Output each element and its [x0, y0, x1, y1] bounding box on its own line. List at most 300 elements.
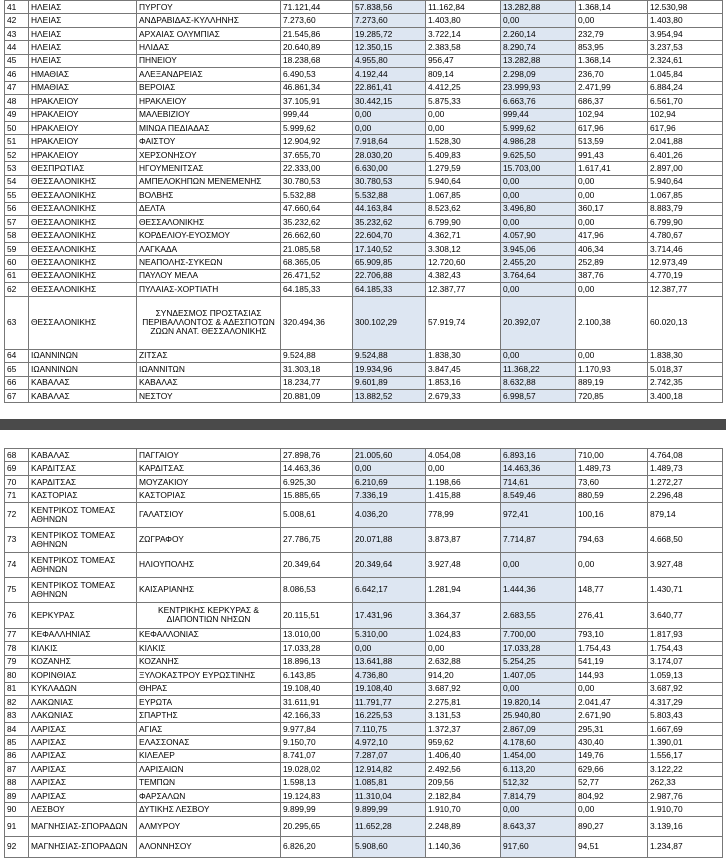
amount-a-cell: 4.192,44 [353, 68, 426, 81]
total-amount-cell: 26.471,52 [281, 269, 353, 282]
table-row [5, 189, 723, 202]
regional-unit-cell: ΗΜΑΘΙΑΣ [29, 81, 137, 94]
total-amount-cell: 19.028,02 [281, 763, 353, 776]
amount-c-cell: 512,32 [501, 776, 576, 789]
amount-total-cell: 12.387,77 [648, 283, 723, 296]
amount-total-cell: 1.403,80 [648, 14, 723, 27]
amount-c-cell: 13.282,88 [501, 54, 576, 67]
municipality-cell: ΚΙΛΚΙΣ [137, 642, 281, 655]
regional-unit-cell: ΗΡΑΚΛΕΙΟΥ [29, 108, 137, 121]
amount-b-cell: 3.131,53 [426, 709, 501, 722]
regional-unit-cell: ΗΜΑΘΙΑΣ [29, 68, 137, 81]
amount-a-cell: 0,00 [353, 121, 426, 134]
row-number-cell: 66 [5, 376, 29, 389]
row-number-cell: 62 [5, 283, 29, 296]
total-amount-cell: 20.295,65 [281, 816, 353, 836]
amount-total-cell: 3.714,46 [648, 242, 723, 255]
regional-unit-cell: ΗΛΕΙΑΣ [29, 1, 137, 14]
row-number-cell: 89 [5, 790, 29, 803]
amount-b-cell: 1.198,66 [426, 475, 501, 488]
amount-a-cell: 57.838,56 [353, 1, 426, 14]
regional-unit-cell: ΛΑΡΙΣΑΣ [29, 722, 137, 735]
municipality-cell: ΑΛΕΞΑΝΔΡΕΙΑΣ [137, 68, 281, 81]
municipality-cell: ΑΛΜΥΡΟΥ [137, 816, 281, 836]
amount-b-cell: 1.279,59 [426, 162, 501, 175]
row-number-cell: 83 [5, 709, 29, 722]
regional-unit-cell: ΗΛΕΙΑΣ [29, 54, 137, 67]
regional-unit-cell: ΘΕΣΣΑΛΟΝΙΚΗΣ [29, 242, 137, 255]
total-amount-cell: 20.640,89 [281, 41, 353, 54]
amount-a-cell: 7.336,19 [353, 489, 426, 502]
total-amount-cell: 31.303,18 [281, 363, 353, 376]
amount-d-cell: 276,41 [576, 602, 648, 628]
amount-a-cell: 5.908,60 [353, 836, 426, 857]
row-number-cell: 49 [5, 108, 29, 121]
amount-b-cell: 5.940,64 [426, 175, 501, 188]
amount-d-cell: 149,76 [576, 749, 648, 762]
amount-c-cell: 0,00 [501, 283, 576, 296]
amount-c-cell: 0,00 [501, 803, 576, 816]
amount-d-cell: 1.489,73 [576, 462, 648, 475]
regional-unit-cell: ΗΡΑΚΛΕΙΟΥ [29, 135, 137, 148]
amount-c-cell: 0,00 [501, 349, 576, 362]
amount-b-cell: 3.308,12 [426, 242, 501, 255]
regional-unit-cell: ΘΕΣΣΑΛΟΝΙΚΗΣ [29, 202, 137, 215]
amount-d-cell: 430,40 [576, 736, 648, 749]
amount-c-cell: 2.298,09 [501, 68, 576, 81]
amount-c-cell: 2.260,14 [501, 27, 576, 40]
regional-unit-cell: ΜΑΓΝΗΣΙΑΣ-ΣΠΟΡΑΔΩΝ [29, 836, 137, 857]
total-amount-cell: 9.977,84 [281, 722, 353, 735]
total-amount-cell: 6.826,20 [281, 836, 353, 857]
amount-b-cell: 1.415,88 [426, 489, 501, 502]
row-number-cell: 87 [5, 763, 29, 776]
amount-a-cell: 5.532,88 [353, 189, 426, 202]
row-number-cell: 47 [5, 81, 29, 94]
municipality-cell: ΝΕΑΠΟΛΗΣ-ΣΥΚΕΩΝ [137, 256, 281, 269]
amount-c-cell: 7.814,79 [501, 790, 576, 803]
table-row [5, 376, 723, 389]
municipality-cell: ΤΕΜΠΩΝ [137, 776, 281, 789]
amount-d-cell: 2.041,47 [576, 695, 648, 708]
amount-b-cell: 1.838,30 [426, 349, 501, 362]
amount-c-cell: 3.945,06 [501, 242, 576, 255]
amount-c-cell: 3.764,64 [501, 269, 576, 282]
allocation-table [4, 448, 723, 858]
table-row [5, 27, 723, 40]
amount-b-cell: 1.372,37 [426, 722, 501, 735]
row-number-cell: 55 [5, 189, 29, 202]
amount-b-cell: 11.162,84 [426, 1, 501, 14]
amount-total-cell: 5.018,37 [648, 363, 723, 376]
amount-b-cell: 778,99 [426, 502, 501, 527]
amount-total-cell: 5.940,64 [648, 175, 723, 188]
total-amount-cell: 9.524,88 [281, 349, 353, 362]
regional-unit-cell: ΛΑΡΙΣΑΣ [29, 763, 137, 776]
row-number-cell: 79 [5, 655, 29, 668]
total-amount-cell: 18.234,77 [281, 376, 353, 389]
table-row [5, 283, 723, 296]
amount-b-cell: 1.403,80 [426, 14, 501, 27]
amount-c-cell: 6.663,76 [501, 95, 576, 108]
table-row [5, 95, 723, 108]
amount-c-cell: 7.700,00 [501, 628, 576, 641]
regional-unit-cell: ΗΛΕΙΑΣ [29, 27, 137, 40]
amount-total-cell: 4.764,08 [648, 449, 723, 462]
row-number-cell: 71 [5, 489, 29, 502]
amount-a-cell: 11.791,77 [353, 695, 426, 708]
amount-a-cell: 7.287,07 [353, 749, 426, 762]
total-amount-cell: 46.861,34 [281, 81, 353, 94]
table-row [5, 81, 723, 94]
amount-c-cell: 5.999,62 [501, 121, 576, 134]
amount-b-cell: 1.406,40 [426, 749, 501, 762]
table-row [5, 577, 723, 602]
amount-c-cell: 4.178,60 [501, 736, 576, 749]
amount-a-cell: 4.972,10 [353, 736, 426, 749]
row-number-cell: 75 [5, 577, 29, 602]
municipality-cell: ΗΛΙΟΥΠΟΛΗΣ [137, 552, 281, 577]
row-number-cell: 80 [5, 669, 29, 682]
total-amount-cell: 37.105,91 [281, 95, 353, 108]
table-row [5, 749, 723, 762]
row-number-cell: 70 [5, 475, 29, 488]
amount-d-cell: 991,43 [576, 148, 648, 161]
amount-d-cell: 513,59 [576, 135, 648, 148]
table-row [5, 682, 723, 695]
total-amount-cell: 9.899,99 [281, 803, 353, 816]
allocation-table [4, 0, 723, 403]
row-number-cell: 53 [5, 162, 29, 175]
amount-d-cell: 804,92 [576, 790, 648, 803]
amount-b-cell: 3.927,48 [426, 552, 501, 577]
amount-d-cell: 0,00 [576, 682, 648, 695]
municipality-cell: ΦΑΡΣΑΛΩΝ [137, 790, 281, 803]
amount-b-cell: 809,14 [426, 68, 501, 81]
amount-total-cell: 262,33 [648, 776, 723, 789]
amount-b-cell: 5.409,83 [426, 148, 501, 161]
amount-total-cell: 6.799,90 [648, 216, 723, 229]
total-amount-cell: 18.238,68 [281, 54, 353, 67]
table-row [5, 108, 723, 121]
total-amount-cell: 26.662,60 [281, 229, 353, 242]
total-amount-cell: 18.896,13 [281, 655, 353, 668]
table-row [5, 602, 723, 628]
total-amount-cell: 17.033,28 [281, 642, 353, 655]
table-row [5, 14, 723, 27]
row-number-cell: 58 [5, 229, 29, 242]
amount-b-cell: 209,56 [426, 776, 501, 789]
table-row [5, 389, 723, 402]
total-amount-cell: 9.150,70 [281, 736, 353, 749]
amount-d-cell: 1.170,93 [576, 363, 648, 376]
regional-unit-cell: ΘΕΣΣΑΛΟΝΙΚΗΣ [29, 175, 137, 188]
amount-d-cell: 0,00 [576, 803, 648, 816]
regional-unit-cell: ΗΛΕΙΑΣ [29, 14, 137, 27]
amount-total-cell: 4.668,50 [648, 527, 723, 552]
amount-d-cell: 232,79 [576, 27, 648, 40]
amount-a-cell: 19.934,96 [353, 363, 426, 376]
row-number-cell: 84 [5, 722, 29, 735]
amount-a-cell: 17.140,52 [353, 242, 426, 255]
total-amount-cell: 14.463,36 [281, 462, 353, 475]
amount-b-cell: 2.275,81 [426, 695, 501, 708]
municipality-cell: ΖΩΓΡΑΦΟΥ [137, 527, 281, 552]
total-amount-cell: 30.780,53 [281, 175, 353, 188]
municipality-cell: ΠΑΥΛΟΥ ΜΕΛΑ [137, 269, 281, 282]
amount-d-cell: 0,00 [576, 552, 648, 577]
amount-d-cell: 686,37 [576, 95, 648, 108]
amount-d-cell: 0,00 [576, 216, 648, 229]
amount-a-cell: 22.604,70 [353, 229, 426, 242]
municipality-cell: ΘΕΣΣΑΛΟΝΙΚΗΣ [137, 216, 281, 229]
regional-unit-cell: ΚΕΝΤΡΙΚΟΣ ΤΟΜΕΑΣ ΑΘΗΝΩΝ [29, 527, 137, 552]
amount-total-cell: 6.401,26 [648, 148, 723, 161]
regional-unit-cell: ΛΑΚΩΝΙΑΣ [29, 695, 137, 708]
amount-total-cell: 1.390,01 [648, 736, 723, 749]
total-amount-cell: 20.349,64 [281, 552, 353, 577]
table-row [5, 68, 723, 81]
row-number-cell: 61 [5, 269, 29, 282]
regional-unit-cell: ΘΕΣΣΑΛΟΝΙΚΗΣ [29, 229, 137, 242]
row-number-cell: 67 [5, 389, 29, 402]
table-row [5, 669, 723, 682]
amount-c-cell: 8.549,46 [501, 489, 576, 502]
amount-a-cell: 7.273,60 [353, 14, 426, 27]
amount-b-cell: 4.362,71 [426, 229, 501, 242]
amount-a-cell: 44.163,84 [353, 202, 426, 215]
amount-a-cell: 16.225,53 [353, 709, 426, 722]
municipality-cell: ΔΕΛΤΑ [137, 202, 281, 215]
regional-unit-cell: ΗΡΑΚΛΕΙΟΥ [29, 121, 137, 134]
amount-a-cell: 4.955,80 [353, 54, 426, 67]
regional-unit-cell: ΚΑΡΔΙΤΣΑΣ [29, 462, 137, 475]
table-row [5, 836, 723, 857]
municipality-cell: ΑΡΧΑΙΑΣ ΟΛΥΜΠΙΑΣ [137, 27, 281, 40]
municipality-cell: ΕΛΑΣΣΟΝΑΣ [137, 736, 281, 749]
municipality-cell: ΠΑΓΓΑΙΟΥ [137, 449, 281, 462]
amount-total-cell: 1.272,27 [648, 475, 723, 488]
regional-unit-cell: ΚΑΒΑΛΑΣ [29, 389, 137, 402]
total-amount-cell: 5.008,61 [281, 502, 353, 527]
amount-total-cell: 12.973,49 [648, 256, 723, 269]
amount-c-cell: 5.254,25 [501, 655, 576, 668]
municipality-cell: ΛΑΓΚΑΔΑ [137, 242, 281, 255]
municipality-cell: ΒΟΛΒΗΣ [137, 189, 281, 202]
table-row [5, 462, 723, 475]
regional-unit-cell: ΜΑΓΝΗΣΙΑΣ-ΣΠΟΡΑΔΩΝ [29, 816, 137, 836]
total-amount-cell: 20.115,51 [281, 602, 353, 628]
amount-c-cell: 23.999,93 [501, 81, 576, 94]
amount-d-cell: 880,59 [576, 489, 648, 502]
amount-total-cell: 2.897,00 [648, 162, 723, 175]
amount-total-cell: 879,14 [648, 502, 723, 527]
total-amount-cell: 71.121,44 [281, 1, 353, 14]
municipality-cell: ΣΠΑΡΤΗΣ [137, 709, 281, 722]
amount-c-cell: 6.113,20 [501, 763, 576, 776]
amount-total-cell: 5.803,43 [648, 709, 723, 722]
table-row [5, 803, 723, 816]
row-number-cell: 68 [5, 449, 29, 462]
table-row [5, 709, 723, 722]
municipality-cell: ΚΕΝΤΡΙΚΗΣ ΚΕΡΚΥΡΑΣ & ΔΙΑΠΟΝΤΙΩΝ ΝΗΣΩΝ [137, 602, 281, 628]
amount-d-cell: 2.471,99 [576, 81, 648, 94]
amount-c-cell: 3.496,80 [501, 202, 576, 215]
amount-b-cell: 3.873,87 [426, 527, 501, 552]
amount-d-cell: 252,89 [576, 256, 648, 269]
table-row [5, 269, 723, 282]
amount-b-cell: 5.875,33 [426, 95, 501, 108]
regional-unit-cell: ΚΑΡΔΙΤΣΑΣ [29, 475, 137, 488]
row-number-cell: 90 [5, 803, 29, 816]
amount-c-cell: 4.057,90 [501, 229, 576, 242]
total-amount-cell: 19.124,83 [281, 790, 353, 803]
total-amount-cell: 35.232,62 [281, 216, 353, 229]
amount-a-cell: 64.185,33 [353, 283, 426, 296]
amount-total-cell: 3.237,53 [648, 41, 723, 54]
amount-total-cell: 1.045,84 [648, 68, 723, 81]
regional-unit-cell: ΘΕΣΣΑΛΟΝΙΚΗΣ [29, 256, 137, 269]
amount-c-cell: 714,61 [501, 475, 576, 488]
regional-unit-cell: ΚΟΡΙΝΘΙΑΣ [29, 669, 137, 682]
row-number-cell: 63 [5, 296, 29, 349]
regional-unit-cell: ΚΕΝΤΡΙΚΟΣ ΤΟΜΕΑΣ ΑΘΗΝΩΝ [29, 502, 137, 527]
amount-a-cell: 22.706,88 [353, 269, 426, 282]
amount-c-cell: 0,00 [501, 682, 576, 695]
regional-unit-cell: ΗΛΕΙΑΣ [29, 41, 137, 54]
amount-d-cell: 102,94 [576, 108, 648, 121]
amount-total-cell: 1.430,71 [648, 577, 723, 602]
amount-a-cell: 17.431,96 [353, 602, 426, 628]
municipality-cell: ΚΑΡΔΙΤΣΑΣ [137, 462, 281, 475]
amount-total-cell: 1.234,87 [648, 836, 723, 857]
municipality-cell: ΚΑΙΣΑΡΙΑΝΗΣ [137, 577, 281, 602]
amount-b-cell: 2.383,58 [426, 41, 501, 54]
regional-unit-cell: ΙΩΑΝΝΙΝΩΝ [29, 363, 137, 376]
amount-a-cell: 4.736,80 [353, 669, 426, 682]
amount-a-cell: 5.310,00 [353, 628, 426, 641]
regional-unit-cell: ΚΥΚΛΑΔΩΝ [29, 682, 137, 695]
amount-d-cell: 2.671,90 [576, 709, 648, 722]
table-row [5, 628, 723, 641]
municipality-cell: ΦΑΙΣΤΟΥ [137, 135, 281, 148]
total-amount-cell: 64.185,33 [281, 283, 353, 296]
table-row [5, 242, 723, 255]
row-number-cell: 64 [5, 349, 29, 362]
amount-b-cell: 0,00 [426, 462, 501, 475]
amount-d-cell: 1.617,41 [576, 162, 648, 175]
row-number-cell: 86 [5, 749, 29, 762]
amount-a-cell: 12.350,15 [353, 41, 426, 54]
total-amount-cell: 21.545,86 [281, 27, 353, 40]
municipality-cell: ΑΛΟΝΝΗΣΟΥ [137, 836, 281, 857]
table-row [5, 449, 723, 462]
amount-d-cell: 94,51 [576, 836, 648, 857]
municipality-cell: ΜΟΥΖΑΚΙΟΥ [137, 475, 281, 488]
municipality-cell: ΚΟΡΔΕΛΙΟΥ-ΕΥΟΣΜΟΥ [137, 229, 281, 242]
total-amount-cell: 20.881,09 [281, 389, 353, 402]
amount-d-cell: 0,00 [576, 283, 648, 296]
amount-d-cell: 52,77 [576, 776, 648, 789]
amount-d-cell: 1.368,14 [576, 1, 648, 14]
amount-b-cell: 2.248,89 [426, 816, 501, 836]
row-number-cell: 91 [5, 816, 29, 836]
municipality-cell: ΑΜΠΕΛΟΚΗΠΩΝ ΜΕΝΕΜΕΝΗΣ [137, 175, 281, 188]
amount-d-cell: 2.100,38 [576, 296, 648, 349]
row-number-cell: 69 [5, 462, 29, 475]
amount-c-cell: 1.407,05 [501, 669, 576, 682]
regional-unit-cell: ΚΕΝΤΡΙΚΟΣ ΤΟΜΕΑΣ ΑΘΗΝΩΝ [29, 552, 137, 577]
row-number-cell: 42 [5, 14, 29, 27]
municipality-cell: ΚΟΖΑΝΗΣ [137, 655, 281, 668]
amount-c-cell: 13.282,88 [501, 1, 576, 14]
regional-unit-cell: ΚΑΣΤΟΡΙΑΣ [29, 489, 137, 502]
amount-a-cell: 7.918,64 [353, 135, 426, 148]
amount-a-cell: 28.030,20 [353, 148, 426, 161]
amount-b-cell: 0,00 [426, 642, 501, 655]
regional-unit-cell: ΚΑΒΑΛΑΣ [29, 449, 137, 462]
amount-b-cell: 956,47 [426, 54, 501, 67]
amount-d-cell: 889,19 [576, 376, 648, 389]
amount-d-cell: 406,34 [576, 242, 648, 255]
amount-total-cell: 2.987,76 [648, 790, 723, 803]
amount-d-cell: 0,00 [576, 349, 648, 362]
amount-d-cell: 295,31 [576, 722, 648, 735]
amount-c-cell: 2.455,20 [501, 256, 576, 269]
amount-total-cell: 4.770,19 [648, 269, 723, 282]
amount-c-cell: 2.683,55 [501, 602, 576, 628]
row-number-cell: 43 [5, 27, 29, 40]
amount-b-cell: 3.722,14 [426, 27, 501, 40]
amount-total-cell: 1.838,30 [648, 349, 723, 362]
municipality-cell: ΞΥΛΟΚΑΣΤΡΟΥ ΕΥΡΩΣΤΙΝΗΣ [137, 669, 281, 682]
amount-b-cell: 6.799,90 [426, 216, 501, 229]
amount-b-cell: 1.910,70 [426, 803, 501, 816]
regional-unit-cell: ΚΙΛΚΙΣ [29, 642, 137, 655]
amount-a-cell: 0,00 [353, 108, 426, 121]
amount-total-cell: 1.489,73 [648, 462, 723, 475]
amount-b-cell: 1.024,83 [426, 628, 501, 641]
regional-unit-cell: ΚΑΒΑΛΑΣ [29, 376, 137, 389]
amount-a-cell: 9.601,89 [353, 376, 426, 389]
total-amount-cell: 6.925,30 [281, 475, 353, 488]
page-separator [0, 408, 726, 448]
amount-a-cell: 9.899,99 [353, 803, 426, 816]
municipality-cell: ΜΑΛΕΒΙΖΙΟΥ [137, 108, 281, 121]
regional-unit-cell: ΗΡΑΚΛΕΙΟΥ [29, 95, 137, 108]
table-row [5, 296, 723, 349]
amount-b-cell: 4.412,25 [426, 81, 501, 94]
amount-d-cell: 794,63 [576, 527, 648, 552]
amount-b-cell: 0,00 [426, 108, 501, 121]
total-amount-cell: 7.273,60 [281, 14, 353, 27]
regional-unit-cell: ΚΕΝΤΡΙΚΟΣ ΤΟΜΕΑΣ ΑΘΗΝΩΝ [29, 577, 137, 602]
amount-a-cell: 6.642,17 [353, 577, 426, 602]
amount-a-cell: 22.861,41 [353, 81, 426, 94]
municipality-cell: ΗΛΙΔΑΣ [137, 41, 281, 54]
municipality-cell: ΚΑΒΑΛΑΣ [137, 376, 281, 389]
row-number-cell: 44 [5, 41, 29, 54]
amount-total-cell: 3.174,07 [648, 655, 723, 668]
amount-c-cell: 8.643,37 [501, 816, 576, 836]
amount-a-cell: 4.036,20 [353, 502, 426, 527]
total-amount-cell: 8.086,53 [281, 577, 353, 602]
amount-d-cell: 710,00 [576, 449, 648, 462]
amount-d-cell: 617,96 [576, 121, 648, 134]
amount-d-cell: 853,95 [576, 41, 648, 54]
row-number-cell: 59 [5, 242, 29, 255]
amount-total-cell: 3.687,92 [648, 682, 723, 695]
